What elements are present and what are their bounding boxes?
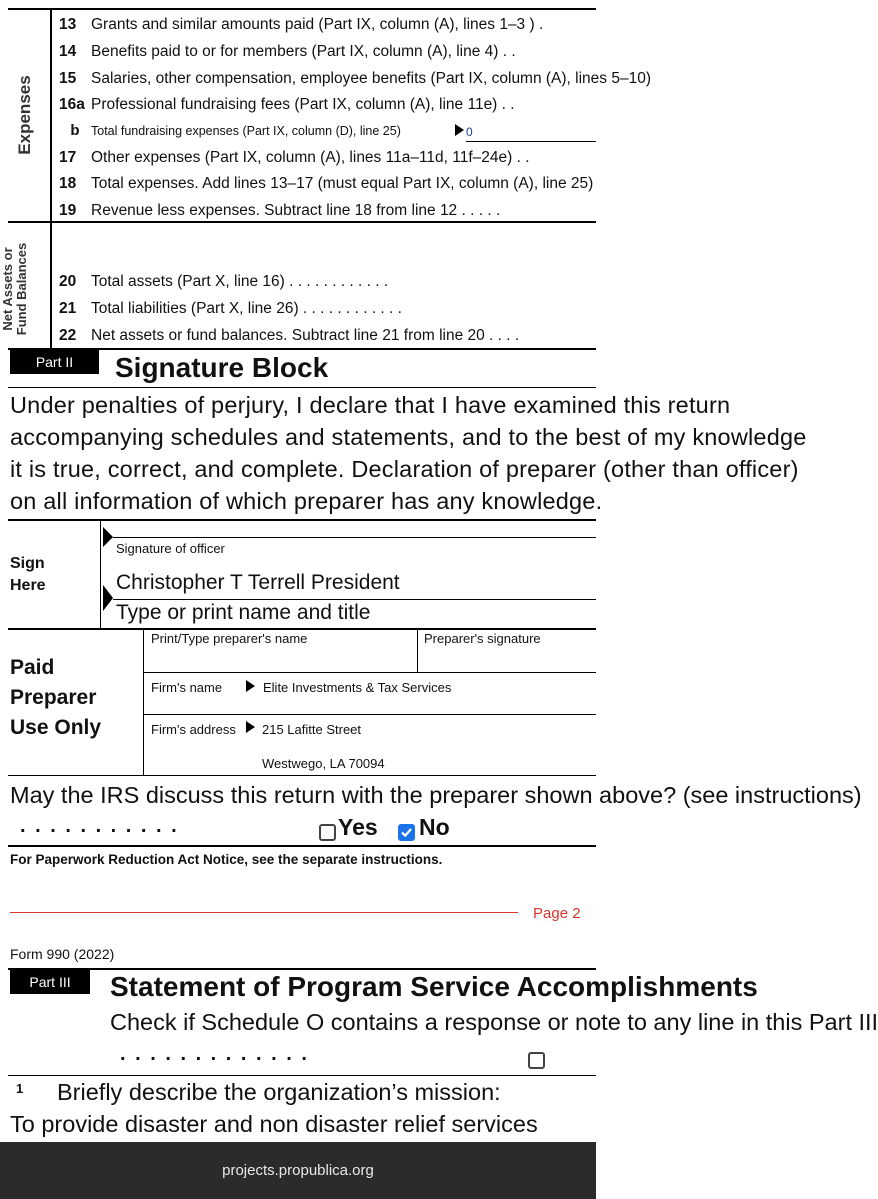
irs-discuss-question: May the IRS discuss this return with the preparer shown above? (see instructions) <box>10 782 862 808</box>
line-1-number: 1 <box>16 1081 24 1096</box>
line-19: 19 Revenue less expenses. Subtract line 18 from line 12 . . . . . <box>59 202 501 219</box>
schedule-o-checkbox[interactable] <box>528 1052 545 1069</box>
preparer-bottom-border <box>8 775 596 776</box>
line-14: 14 Benefits paid to or for members (Part IX, column (A), line 4) . . <box>59 43 516 60</box>
net-assets-top-border <box>8 221 596 223</box>
line-20: 20 Total assets (Part X, line 16) . . . . . . . . . . . . <box>59 273 389 290</box>
firm-address-2: Westwego, LA 70094 <box>262 756 385 771</box>
officer-sig-line[interactable] <box>113 537 596 538</box>
no-label: No <box>419 814 450 840</box>
officer-name-title: Christopher T Terrell President <box>116 571 400 594</box>
line-15: 15 Salaries, other compensation, employee benefits (Part IX, column (A), lines 5–10) <box>59 70 651 87</box>
line-21: 21 Total liabilities (Part X, line 26) . . . . . . . . . . . . <box>59 300 402 317</box>
name-arrow-icon <box>103 585 113 611</box>
perjury-line-1: Under penalties of perjury, I declare that I have examined this return <box>10 392 731 418</box>
line-16a: 16a Professional fundraising fees (Part IX, column (A), line 11e) . . <box>59 96 515 113</box>
yes-checkbox[interactable] <box>319 824 336 841</box>
sign-arrow-icon <box>103 527 113 547</box>
expenses-divider <box>50 8 52 221</box>
line-18: 18 Total expenses. Add lines 13–17 (must equal Part IX, column (A), line 25) <box>59 175 594 192</box>
preparer-sig-divider <box>417 628 418 672</box>
here-label: Here <box>10 577 46 594</box>
net-assets-label-line1: Net Assets or <box>0 247 15 331</box>
perjury-line-2: accompanying schedules and statements, and to the best of my knowledge <box>10 424 807 450</box>
page-label: Page 2 <box>533 905 581 922</box>
footer-url[interactable]: projects.propublica.org <box>222 1162 374 1179</box>
part2-label: Part II <box>10 350 99 374</box>
paperwork-notice: For Paperwork Reduction Act Notice, see the separate instructions. <box>10 852 443 867</box>
paid-preparer-label <box>10 653 101 743</box>
part3-title: Statement of Program Service Accomplishments <box>110 971 758 1002</box>
firm-name-arrow-icon <box>246 680 255 692</box>
schedule-o-check-text: Check if Schedule O contains a response or note to any line in this Part III <box>110 1009 878 1035</box>
preparer-sig-label: Preparer's signature <box>424 631 541 646</box>
officer-sig-label: Signature of officer <box>116 541 225 556</box>
preparer-divider <box>143 628 144 776</box>
irs-discuss-border <box>8 845 596 847</box>
use-only-label: Use Only <box>10 716 102 739</box>
perjury-line-4: on all information of which preparer has any knowledge. <box>10 488 603 514</box>
line-13: 13 Grants and similar amounts paid (Part IX, column (A), lines 1–3 ) . <box>59 16 544 33</box>
preparer-row-line-1 <box>143 672 596 673</box>
checkmark-icon <box>400 826 413 839</box>
yes-label: Yes <box>338 814 378 840</box>
net-assets-side-label <box>1 229 29 349</box>
source-footer[interactable] <box>0 1142 596 1199</box>
firm-name: Elite Investments & Tax Services <box>263 680 452 695</box>
top-border <box>8 8 596 10</box>
paid-label: Paid <box>10 656 55 679</box>
part3-label: Part III <box>10 970 90 994</box>
schedule-o-dots: . . . . . . . . . . . . . <box>120 1043 309 1065</box>
sign-label: Sign <box>10 555 45 572</box>
firm-name-label: Firm's name <box>151 680 223 695</box>
line-22: 22 Net assets or fund balances. Subtract line 21 from line 20 . . . . <box>59 327 520 344</box>
part2-title-underline <box>8 387 596 388</box>
firm-address-1: 215 Lafitte Street <box>262 722 362 737</box>
name-title-line <box>113 599 596 600</box>
form-label: Form 990 (2022) <box>10 946 115 962</box>
irs-discuss-dots: . . . . . . . . . . . <box>20 815 179 837</box>
firm-address-label: Firm's address <box>151 722 236 737</box>
sign-here-top-border <box>8 519 596 521</box>
preparer-row-line-2 <box>143 714 596 715</box>
preparer-top-border <box>8 628 596 630</box>
line-16b-value: 0 <box>466 125 473 139</box>
line-16b: b Total fundraising expenses (Part IX, column (D), line 25) <box>70 122 401 139</box>
perjury-line-3: it is true, correct, and complete. Declaration of preparer (other than officer) <box>10 456 799 482</box>
part3-top-border <box>8 968 596 970</box>
print-name-label: Print/Type preparer's name <box>151 631 308 646</box>
no-checkbox[interactable] <box>398 824 415 841</box>
expenses-side-label: Expenses <box>15 75 34 155</box>
line-16b-underline <box>466 141 596 142</box>
arrow-right-icon <box>455 124 464 136</box>
line-17: 17 Other expenses (Part IX, column (A), lines 11a–11d, 11f–24e) . . <box>59 149 530 166</box>
net-assets-divider <box>50 221 52 349</box>
page-break-line <box>10 912 518 913</box>
net-assets-label-line2: Fund Balances <box>14 242 29 336</box>
part2-title: Signature Block <box>115 352 329 383</box>
name-title-label: Type or print name and title <box>116 601 371 624</box>
sign-here-divider <box>100 519 101 628</box>
sign-here-label <box>10 553 46 597</box>
mission-text: To provide disaster and non disaster relief services <box>10 1111 538 1137</box>
firm-address-arrow-icon <box>246 721 255 733</box>
part3-check-border <box>8 1075 596 1076</box>
preparer-label: Preparer <box>10 686 97 709</box>
line-1-text: Briefly describe the organization’s mission: <box>57 1079 501 1105</box>
